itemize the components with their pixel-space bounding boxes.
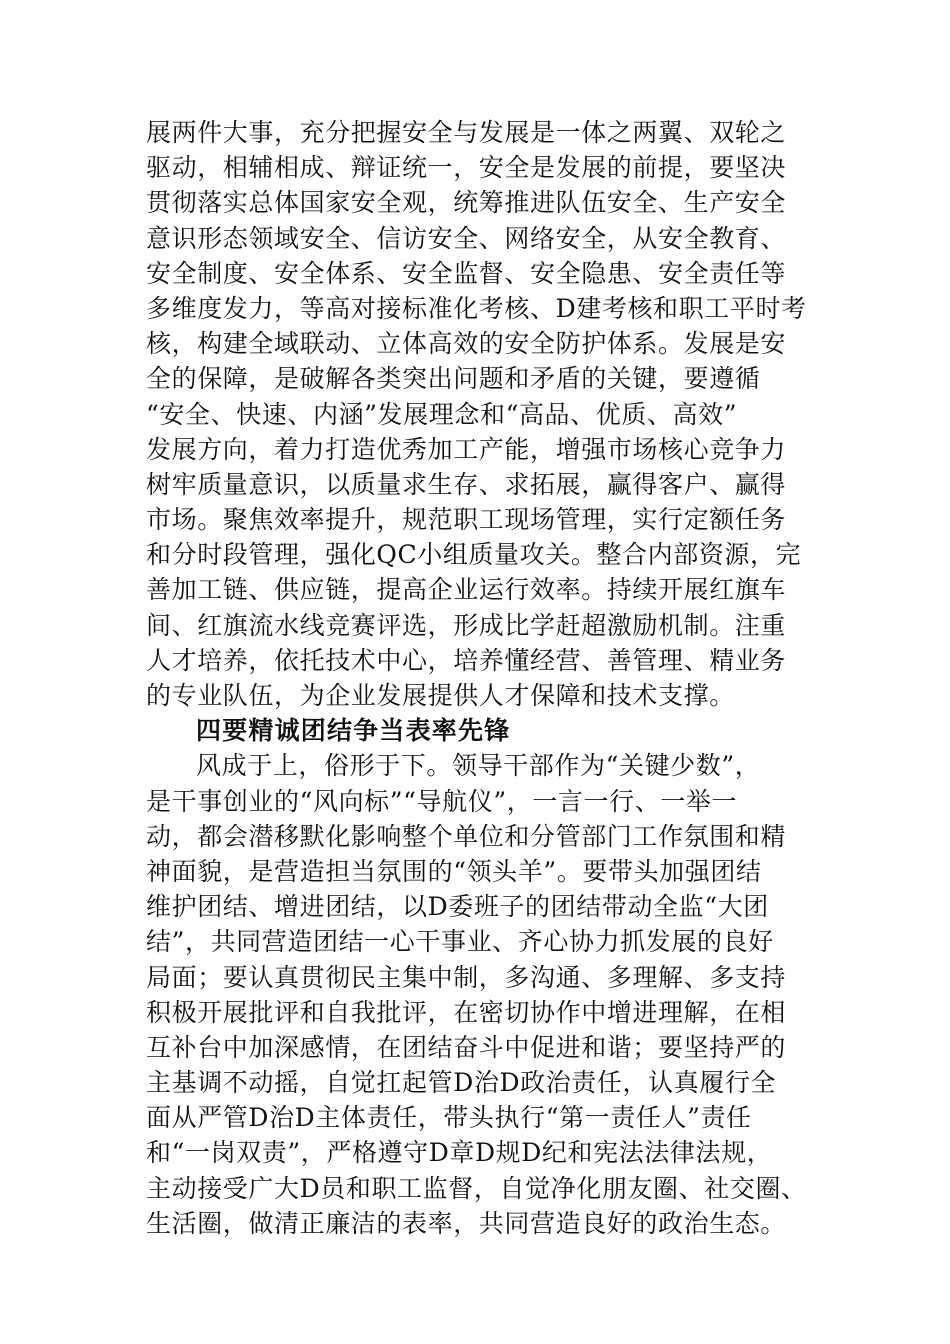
body-line: 贯彻落实总体国家安全观，统筹推进队伍安全、生产安全 (146, 188, 787, 218)
body-line: 多维度发力，等高对接标准化考核、D建考核和职工平时考 (146, 293, 807, 323)
section-heading: 四要精诚团结争当表率先锋 (196, 716, 511, 746)
body-line: 积极开展批评和自我批评，在密切协作中增进理解，在相 (146, 997, 787, 1027)
body-line: 市场。聚焦效率提升，规范职工现场管理，实行定额任务 (146, 505, 787, 535)
body-line: 主基调不动摇，自觉扛起管D治D政治责任，认真履行全 (146, 1068, 777, 1098)
body-line: 发展方向，着力打造优秀加工产能，增强市场核心竞争力 (146, 434, 787, 464)
body-line: 神面貌，是营造担当氛围的“领头羊”。要带头加强团结 (146, 856, 762, 886)
body-line: 驱动，相辅相成、辩证统一，安全是发展的前提，要坚决 (146, 153, 787, 183)
body-line: 是干事创业的“风向标”“导航仪”，一言一行、一举一 (146, 786, 738, 816)
body-line: 主动接受广大D员和职工监督，自觉净化朋友圈、社交圈、 (146, 1173, 807, 1203)
body-line: “安全、快速、内涵”发展理念和“高品、优质、高效” (146, 399, 738, 429)
body-line: 风成于上，俗形于下。领导干部作为“关键少数”， (196, 751, 761, 781)
body-line: 展两件大事，充分把握安全与发展是一体之两翼、双轮之 (146, 118, 787, 147)
body-line: 和“一岗双责”，严格遵守D章D规D纪和宪法法律法规， (146, 1138, 773, 1168)
body-line: 善加工链、供应链，提高企业运行效率。持续开展红旗车 (146, 575, 787, 605)
body-line: 结”，共同营造团结一心干事业、齐心协力抓发展的良好 (146, 927, 774, 957)
body-line: 安全制度、安全体系、安全监督、安全隐患、安全责任等 (146, 258, 787, 288)
body-line: 动，都会潜移默化影响整个单位和分管部门工作氛围和精 (146, 821, 787, 851)
body-line: 互补台中加深感情，在团结奋斗中促进和谐；要坚持严的 (146, 1032, 787, 1062)
body-line: 的专业队伍，为企业发展提供人才保障和技术支撑。 (146, 681, 735, 710)
body-line: 意识形态领域安全、信访安全、网络安全，从安全教育、 (146, 223, 787, 253)
body-line: 维护团结、增进团结，以D委班子的团结带动全监“大团 (146, 892, 769, 922)
body-line: 树牢质量意识，以质量求生存、求拓展，赢得客户、赢得 (146, 469, 787, 499)
body-line: 生活圈，做清正廉洁的表率，共同营造良好的政治生态。 (146, 1208, 787, 1238)
document-body (146, 115, 836, 1241)
body-line: 和分时段管理，强化QC小组质量攻关。整合内部资源，完 (146, 540, 802, 570)
body-line: 面从严管D治D主体责任，带头执行“第一责任人”责任 (146, 1103, 752, 1133)
body-line: 局面；要认真贯彻民主集中制，多沟通、多理解、多支持 (146, 962, 787, 992)
body-line: 核，构建全域联动、立体高效的安全防护体系。发展是安 (146, 329, 787, 359)
body-line: 全的保障，是破解各类突出问题和矛盾的关键，要遵循 (146, 364, 761, 394)
body-line: 间、红旗流水线竞赛评选，形成比学赶超激励机制。注重 (146, 610, 787, 640)
body-line: 人才培养，依托技术中心，培养懂经营、善管理、精业务 (146, 645, 787, 675)
